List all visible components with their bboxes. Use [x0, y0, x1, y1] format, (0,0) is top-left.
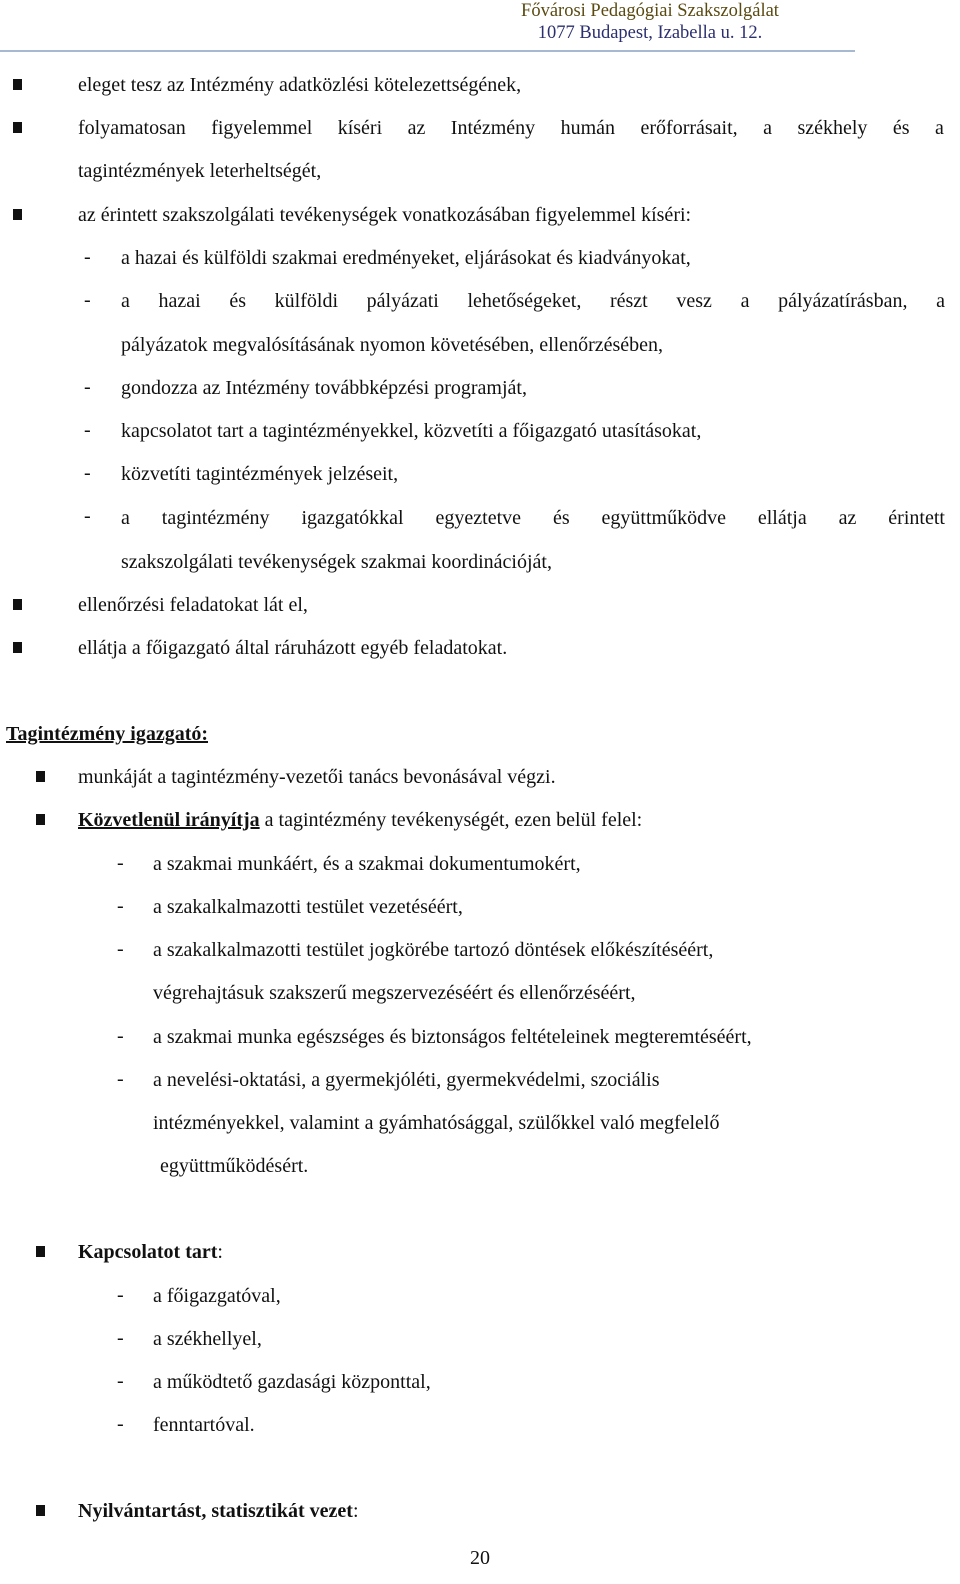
sub-item: a szakmai munkáért, és a szakmai dokumentumokért,: [153, 853, 581, 875]
sub-item-continuation: végrehajtásuk szakszerű megszervezéséért és ellenőrzéséért,: [153, 982, 636, 1004]
word: a: [763, 117, 772, 139]
sub-item: kapcsolatot tart a tagintézményekkel, közvetíti a főigazgató utasításokat,: [121, 420, 702, 442]
word: igazgatókkal: [301, 507, 404, 529]
sub-item: a nevelési-oktatási, a gyermekjóléti, gyermekvédelmi, szociális: [153, 1069, 660, 1091]
word: vesz: [676, 290, 712, 312]
square-bullet-icon: [13, 209, 22, 220]
word: részt: [609, 290, 648, 312]
dash-marker: -: [84, 246, 91, 268]
header-organization: Fővárosi Pedagógiai Szakszolgálat: [521, 1, 779, 21]
sub-item-justified: [121, 289, 945, 313]
sub-item: a szakmai munka egészséges és biztonságos feltételeinek megteremtéséért,: [153, 1026, 752, 1048]
word: a: [121, 507, 130, 529]
square-bullet-icon: [36, 1246, 45, 1257]
page-header: [440, 0, 860, 44]
word: a: [934, 117, 944, 139]
list-item: ellátja a főigazgató által ráruházott egyéb feladatokat.: [78, 637, 508, 659]
word: az: [407, 117, 426, 139]
sub-item-justified: [121, 506, 945, 530]
sub-item: a székhellyel,: [153, 1328, 262, 1350]
list-item: [78, 1499, 359, 1523]
word: tagintézmény: [161, 507, 270, 529]
word: Intézmény: [450, 117, 536, 139]
word: és: [229, 290, 247, 312]
dash-marker: -: [84, 419, 91, 441]
bold-phrase: Nyilvántartást, statisztikát vezet: [78, 1500, 353, 1522]
square-bullet-icon: [13, 599, 22, 610]
sub-item: a működtető gazdasági központtal,: [153, 1371, 431, 1393]
word: hazai: [158, 290, 201, 312]
list-item-continuation: tagintézmények leterheltségét,: [78, 160, 322, 182]
section-heading: Tagintézmény igazgató:: [6, 723, 209, 745]
sub-item-continuation: szakszolgálati tevékenységek szakmai koordinációját,: [121, 551, 552, 573]
dash-marker: -: [117, 1284, 124, 1306]
word: egyeztetve: [435, 507, 522, 529]
word: folyamatosan: [78, 117, 186, 139]
dash-marker: -: [117, 1025, 124, 1047]
list-item-text: a tagintézmény tevékenységét, ezen belül felel:: [259, 809, 643, 831]
dash-marker: -: [117, 1327, 124, 1349]
dash-marker: -: [117, 1068, 124, 1090]
word: és: [892, 117, 910, 139]
dash-marker: -: [117, 938, 124, 960]
sub-item-continuation: intézményekkel, valamint a gyámhatósággal, szülőkkel való megfelelő: [153, 1112, 720, 1134]
word: az: [838, 507, 857, 529]
word: és: [552, 507, 570, 529]
dash-marker: -: [117, 852, 124, 874]
list-item: [78, 1240, 223, 1264]
word: érintett: [888, 507, 945, 529]
list-item-justified: [78, 116, 944, 140]
bold-phrase: Kapcsolatot tart: [78, 1241, 218, 1263]
word: erőforrásait,: [640, 117, 738, 139]
dash-marker: -: [84, 505, 91, 527]
bold-underlined-phrase: Közvetlenül irányítja: [78, 809, 260, 831]
word: kíséri: [337, 117, 383, 139]
word: külföldi: [274, 290, 339, 312]
list-item-text: :: [352, 1500, 359, 1522]
header-address: 1077 Budapest, Izabella u. 12.: [537, 23, 763, 43]
sub-item: közvetíti tagintézmények jelzéseit,: [121, 463, 399, 485]
list-item: ellenőrzési feladatokat lát el,: [78, 594, 308, 616]
square-bullet-icon: [13, 642, 22, 653]
dash-marker: -: [84, 376, 91, 398]
word: pályázatírásban,: [778, 290, 908, 312]
list-item: munkáját a tagintézmény-vezetői tanács bevonásával végzi.: [78, 766, 556, 788]
word: lehetőségeket,: [467, 290, 582, 312]
dash-marker: -: [84, 289, 91, 311]
square-bullet-icon: [36, 814, 45, 825]
word: a: [936, 290, 945, 312]
word: pályázati: [366, 290, 439, 312]
sub-item: a főigazgatóval,: [153, 1285, 281, 1307]
sub-item: a szakalkalmazotti testület vezetéséért,: [153, 896, 463, 918]
sub-item-continuation: együttműködésért.: [160, 1155, 309, 1177]
sub-item-continuation: pályázatok megvalósításának nyomon követésében, ellenőrzésében,: [121, 334, 664, 356]
list-item-text: :: [217, 1241, 223, 1263]
dash-marker: -: [84, 462, 91, 484]
sub-item: a szakalkalmazotti testület jogkörébe tartozó döntések előkészítéséért,: [153, 939, 714, 961]
header-divider: [0, 50, 855, 52]
list-item: az érintett szakszolgálati tevékenységek vonatkozásában figyelemmel kíséri:: [78, 204, 692, 226]
dash-marker: -: [117, 1413, 124, 1435]
word: együttműködve: [601, 507, 726, 529]
word: humán: [560, 117, 616, 139]
list-item: [78, 808, 642, 832]
word: a: [121, 290, 130, 312]
sub-item: gondozza az Intézmény továbbképzési programját,: [121, 377, 527, 399]
word: a: [740, 290, 750, 312]
dash-marker: -: [117, 1370, 124, 1392]
sub-item: fenntartóval.: [153, 1414, 255, 1436]
list-item: eleget tesz az Intézmény adatközlési kötelezettségének,: [78, 74, 522, 96]
square-bullet-icon: [13, 79, 22, 90]
square-bullet-icon: [36, 771, 45, 782]
square-bullet-icon: [36, 1505, 45, 1516]
page-number: 20: [470, 1547, 490, 1569]
word: székhely: [797, 117, 868, 139]
square-bullet-icon: [13, 122, 22, 133]
word: figyelemmel: [211, 117, 313, 139]
word: ellátja: [757, 507, 807, 529]
dash-marker: -: [117, 895, 124, 917]
sub-item: a hazai és külföldi szakmai eredményeket, eljárásokat és kiadványokat,: [121, 247, 691, 269]
